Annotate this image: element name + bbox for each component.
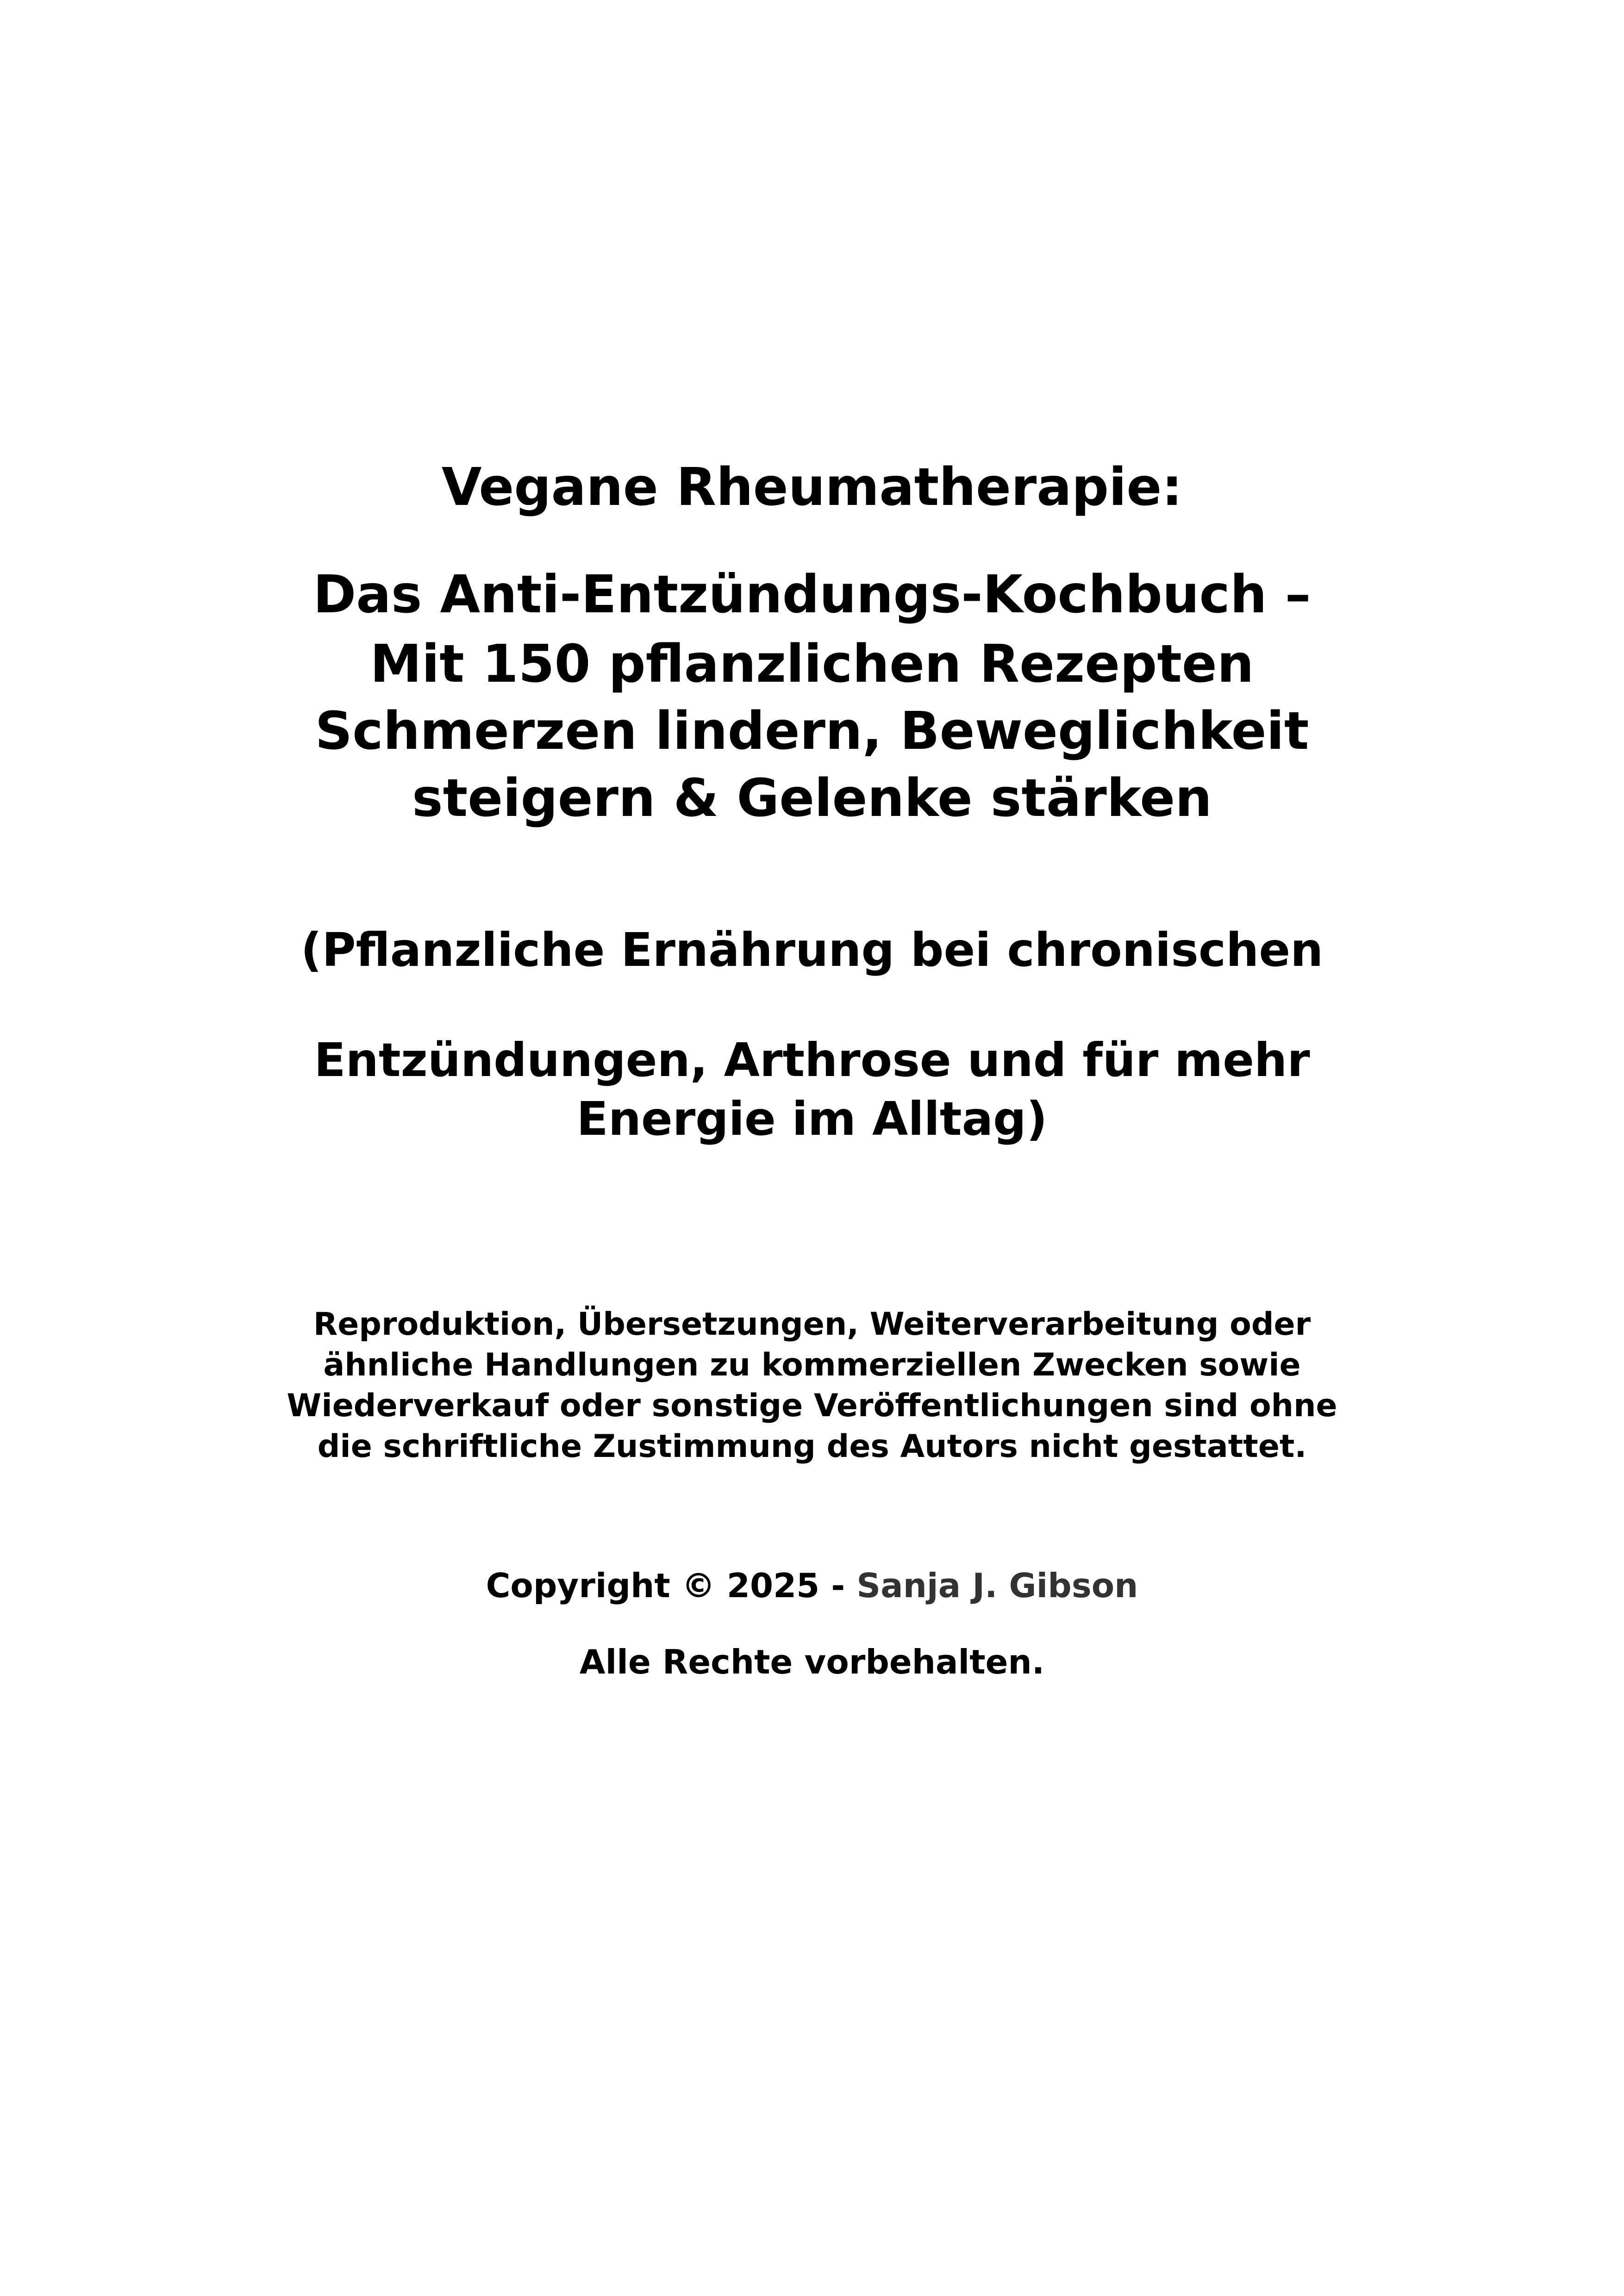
notice-line-1: Reproduktion, Übersetzungen, Weiterverarbeitung oder	[313, 1306, 1311, 1343]
title-line-1: Vegane Rheumatherapie:	[441, 457, 1183, 517]
author-name: Sanja J. Gibson	[856, 1566, 1138, 1605]
subtitle-line-2: Entzündungen, Arthrose und für mehr	[314, 1033, 1310, 1087]
notice-line-2: ähnliche Handlungen zu kommerziellen Zwecken sowie	[323, 1347, 1301, 1383]
notice-line-3: Wiederverkauf oder sonstige Veröffentlichungen sind ohne	[287, 1388, 1337, 1424]
title-line-3: Mit 150 pflanzlichen Rezepten	[370, 634, 1254, 694]
title-line-2: Das Anti-Entzündungs-Kochbuch –	[313, 565, 1311, 625]
subtitle-line-3: Energie im Alltag)	[576, 1092, 1048, 1146]
subtitle-line-1: (Pflanzliche Ernährung bei chronischen	[300, 923, 1324, 977]
notice-line-4: die schriftliche Zustimmung des Autors nicht gestattet.	[317, 1428, 1307, 1465]
copyright-line	[0, 1565, 1624, 1606]
title-line-5: steigern & Gelenke stärken	[412, 768, 1212, 828]
rights-reserved: Alle Rechte vorbehalten.	[579, 1643, 1045, 1681]
copyright-prefix: Copyright © 2025 -	[486, 1566, 857, 1605]
title-line-4: Schmerzen lindern, Beweglichkeit	[315, 701, 1309, 761]
